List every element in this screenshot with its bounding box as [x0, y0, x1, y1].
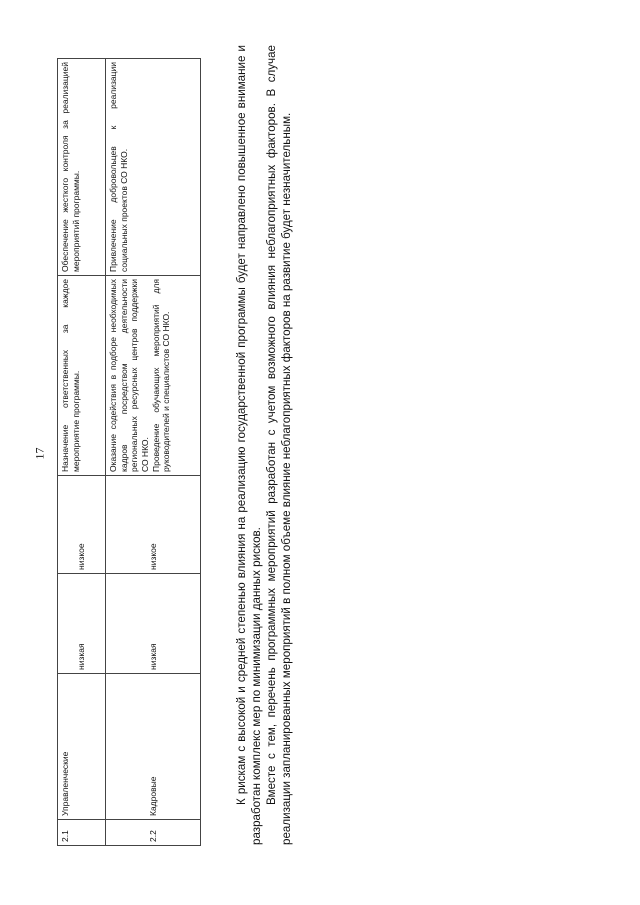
risk-additional-measures: Обеспечение жесткого контроля за реализацией мероприятий программы.	[58, 59, 106, 276]
page-number: 17	[32, 447, 47, 460]
table-row	[106, 59, 201, 846]
risk-impact: низкое	[58, 476, 106, 574]
risk-table	[57, 58, 201, 846]
risk-impact: низкое	[106, 476, 201, 574]
risk-name: Кадровые	[106, 674, 201, 820]
risk-name: Управленческие	[58, 674, 106, 820]
risk-measures-text-2: Проведение обучающих мероприятий для руководителей и специалистов СО НКО.	[150, 279, 172, 472]
paragraph: К рискам с высокой и средней степенью влияния на реализацию государственной программы будет направлено повышенное внимание и разработан комплекс мер по минимизации данных рисков.	[235, 45, 263, 845]
risk-measures: Назначение ответственных за каждое мероприятие программы.	[58, 276, 106, 476]
row-number: 2.2	[106, 820, 201, 846]
risk-probability: низкая	[106, 574, 201, 674]
row-number: 2.1	[58, 820, 106, 846]
paragraph: Вместе с тем, перечень программных мероприятий разработан с учетом возможного влияния неблагоприятных факторов. В случае реализации запланированных мероприятий в полном объеме влияние неблагоприятных факторов на развитие будет незначительным.	[265, 45, 293, 845]
body-text	[234, 45, 294, 845]
risk-additional-measures: Привлечение добровольцев к реализации социальных проектов СО НКО.	[106, 59, 201, 276]
table-row	[58, 59, 106, 846]
risk-measures	[106, 276, 201, 476]
risk-probability: низкая	[58, 574, 106, 674]
risk-measures-text-1: Оказание содействия в подборе необходимых кадров посредством деятельности региональных ресурсных центров поддержки СО НКО.	[108, 279, 150, 472]
